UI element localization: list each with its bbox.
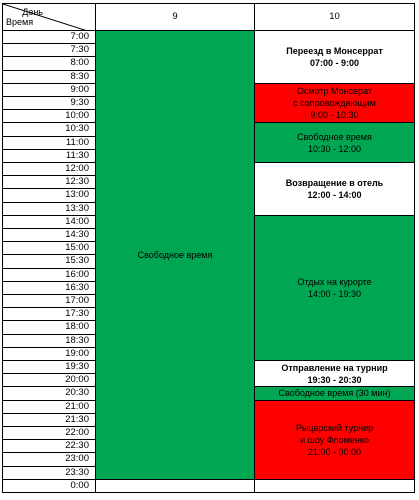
time-cell: 18:00 <box>2 320 96 334</box>
day10-event-block <box>254 215 415 361</box>
time-cell: 16:30 <box>2 281 96 295</box>
day10-event-block <box>254 386 415 400</box>
day10-event-block <box>254 122 415 163</box>
day-header-9: 9 <box>95 3 255 31</box>
event-text-line1: Возвращение в отель <box>285 177 384 188</box>
empty-cell <box>254 479 415 493</box>
event-label: Свободное время <box>137 249 213 260</box>
time-cell: 15:30 <box>2 254 96 268</box>
event-text-line2: 19:30 - 20:30 <box>307 374 362 385</box>
time-cell: 22:30 <box>2 439 96 453</box>
time-cell: 18:30 <box>2 334 96 348</box>
day-header-10: 10 <box>254 3 415 31</box>
time-cell: 11:00 <box>2 136 96 150</box>
time-cell: 22:00 <box>2 426 96 440</box>
day10-event-block <box>254 83 415 124</box>
time-cell: 9:00 <box>2 83 96 97</box>
time-cell: 19:30 <box>2 360 96 374</box>
corner-header-cell <box>2 3 96 31</box>
time-cell: 14:00 <box>2 215 96 229</box>
time-cell: 17:30 <box>2 307 96 321</box>
time-cell: 7:30 <box>2 43 96 57</box>
event-text-line2: с сопровождающим <box>293 98 376 109</box>
time-cell: 12:30 <box>2 175 96 189</box>
time-cell: 20:30 <box>2 386 96 400</box>
event-text-line1: Осмотр Монсерат <box>296 86 373 97</box>
empty-cell <box>95 479 255 493</box>
day10-event-block <box>254 162 415 216</box>
time-cell: 16:00 <box>2 268 96 282</box>
time-cell: 14:30 <box>2 228 96 242</box>
day10-event-block <box>254 30 415 84</box>
time-cell: 23:00 <box>2 452 96 466</box>
event-text-line2: 10:30 - 12:00 <box>307 143 362 154</box>
time-cell: 8:30 <box>2 70 96 84</box>
time-axis-label: Время <box>6 17 34 27</box>
time-cell: 0:00 <box>2 479 96 493</box>
time-cell: 23:30 <box>2 466 96 480</box>
day-axis-label: День <box>22 7 43 17</box>
time-cell: 21:30 <box>2 413 96 427</box>
day10-event-block <box>254 360 415 387</box>
day9-free-time-block <box>95 30 255 480</box>
time-cell: 10:00 <box>2 109 96 123</box>
event-text-line1: Рыцарский турнир <box>295 422 374 433</box>
time-cell: 10:30 <box>2 122 96 136</box>
event-text-line3: 21:00 - 00:00 <box>307 446 362 457</box>
event-text-line1: Отправление на турнир <box>281 362 388 373</box>
day10-event-block <box>254 400 415 480</box>
time-cell: 21:00 <box>2 400 96 414</box>
event-text-line1: Свободное время (30 мин) <box>278 388 391 399</box>
time-cell: 20:00 <box>2 373 96 387</box>
event-text-line2: 07:00 - 9:00 <box>309 57 360 68</box>
time-cell: 19:00 <box>2 347 96 361</box>
event-text-line2: 14:00 - 19:30 <box>307 288 362 299</box>
time-cell: 7:00 <box>2 30 96 44</box>
time-cell: 15:00 <box>2 241 96 255</box>
time-cell: 17:00 <box>2 294 96 308</box>
event-text-line2: и шоу Фломенко <box>300 434 369 445</box>
event-text-line1: Отдых на курорте <box>297 276 372 287</box>
event-text-line3: 9:00 - 10:30 <box>310 110 359 121</box>
time-cell: 11:30 <box>2 149 96 163</box>
event-text-line2: 12:00 - 14:00 <box>307 189 362 200</box>
time-cell: 9:30 <box>2 96 96 110</box>
time-cell: 13:30 <box>2 202 96 216</box>
time-cell: 13:00 <box>2 188 96 202</box>
event-text-line1: Свободное время <box>297 131 372 142</box>
event-text-line1: Переезд в Монсеррат <box>286 45 383 56</box>
time-cell: 8:00 <box>2 56 96 70</box>
time-cell: 12:00 <box>2 162 96 176</box>
